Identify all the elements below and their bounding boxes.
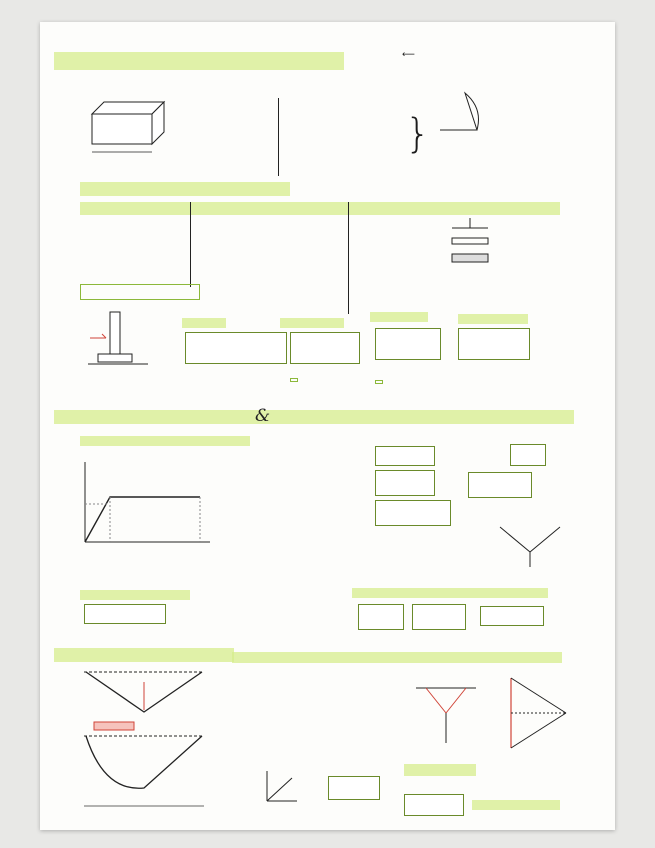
arrow-left-icon: ⟵ [402,50,415,60]
stress-strain-chart [80,462,210,552]
funicular-point-sketch [84,662,204,722]
deslizamiento-note [290,378,298,382]
truss-sketch [500,522,560,572]
reaction-axes-sketch [262,766,302,806]
load-types-sketch [450,216,490,276]
radian-sketch [435,88,495,133]
wall-sketch [88,312,148,382]
notes-sheet: ⟵ } & [40,22,615,830]
hundimiento-note [375,380,383,384]
analitic-steps [240,670,256,678]
title-highlight [54,52,344,70]
funicular-distributed-sketch [84,722,204,812]
beam-sketch [92,100,172,160]
origen-list [84,222,94,238]
graphic-method-sketch [416,668,586,768]
brace-icon: } [405,111,431,157]
